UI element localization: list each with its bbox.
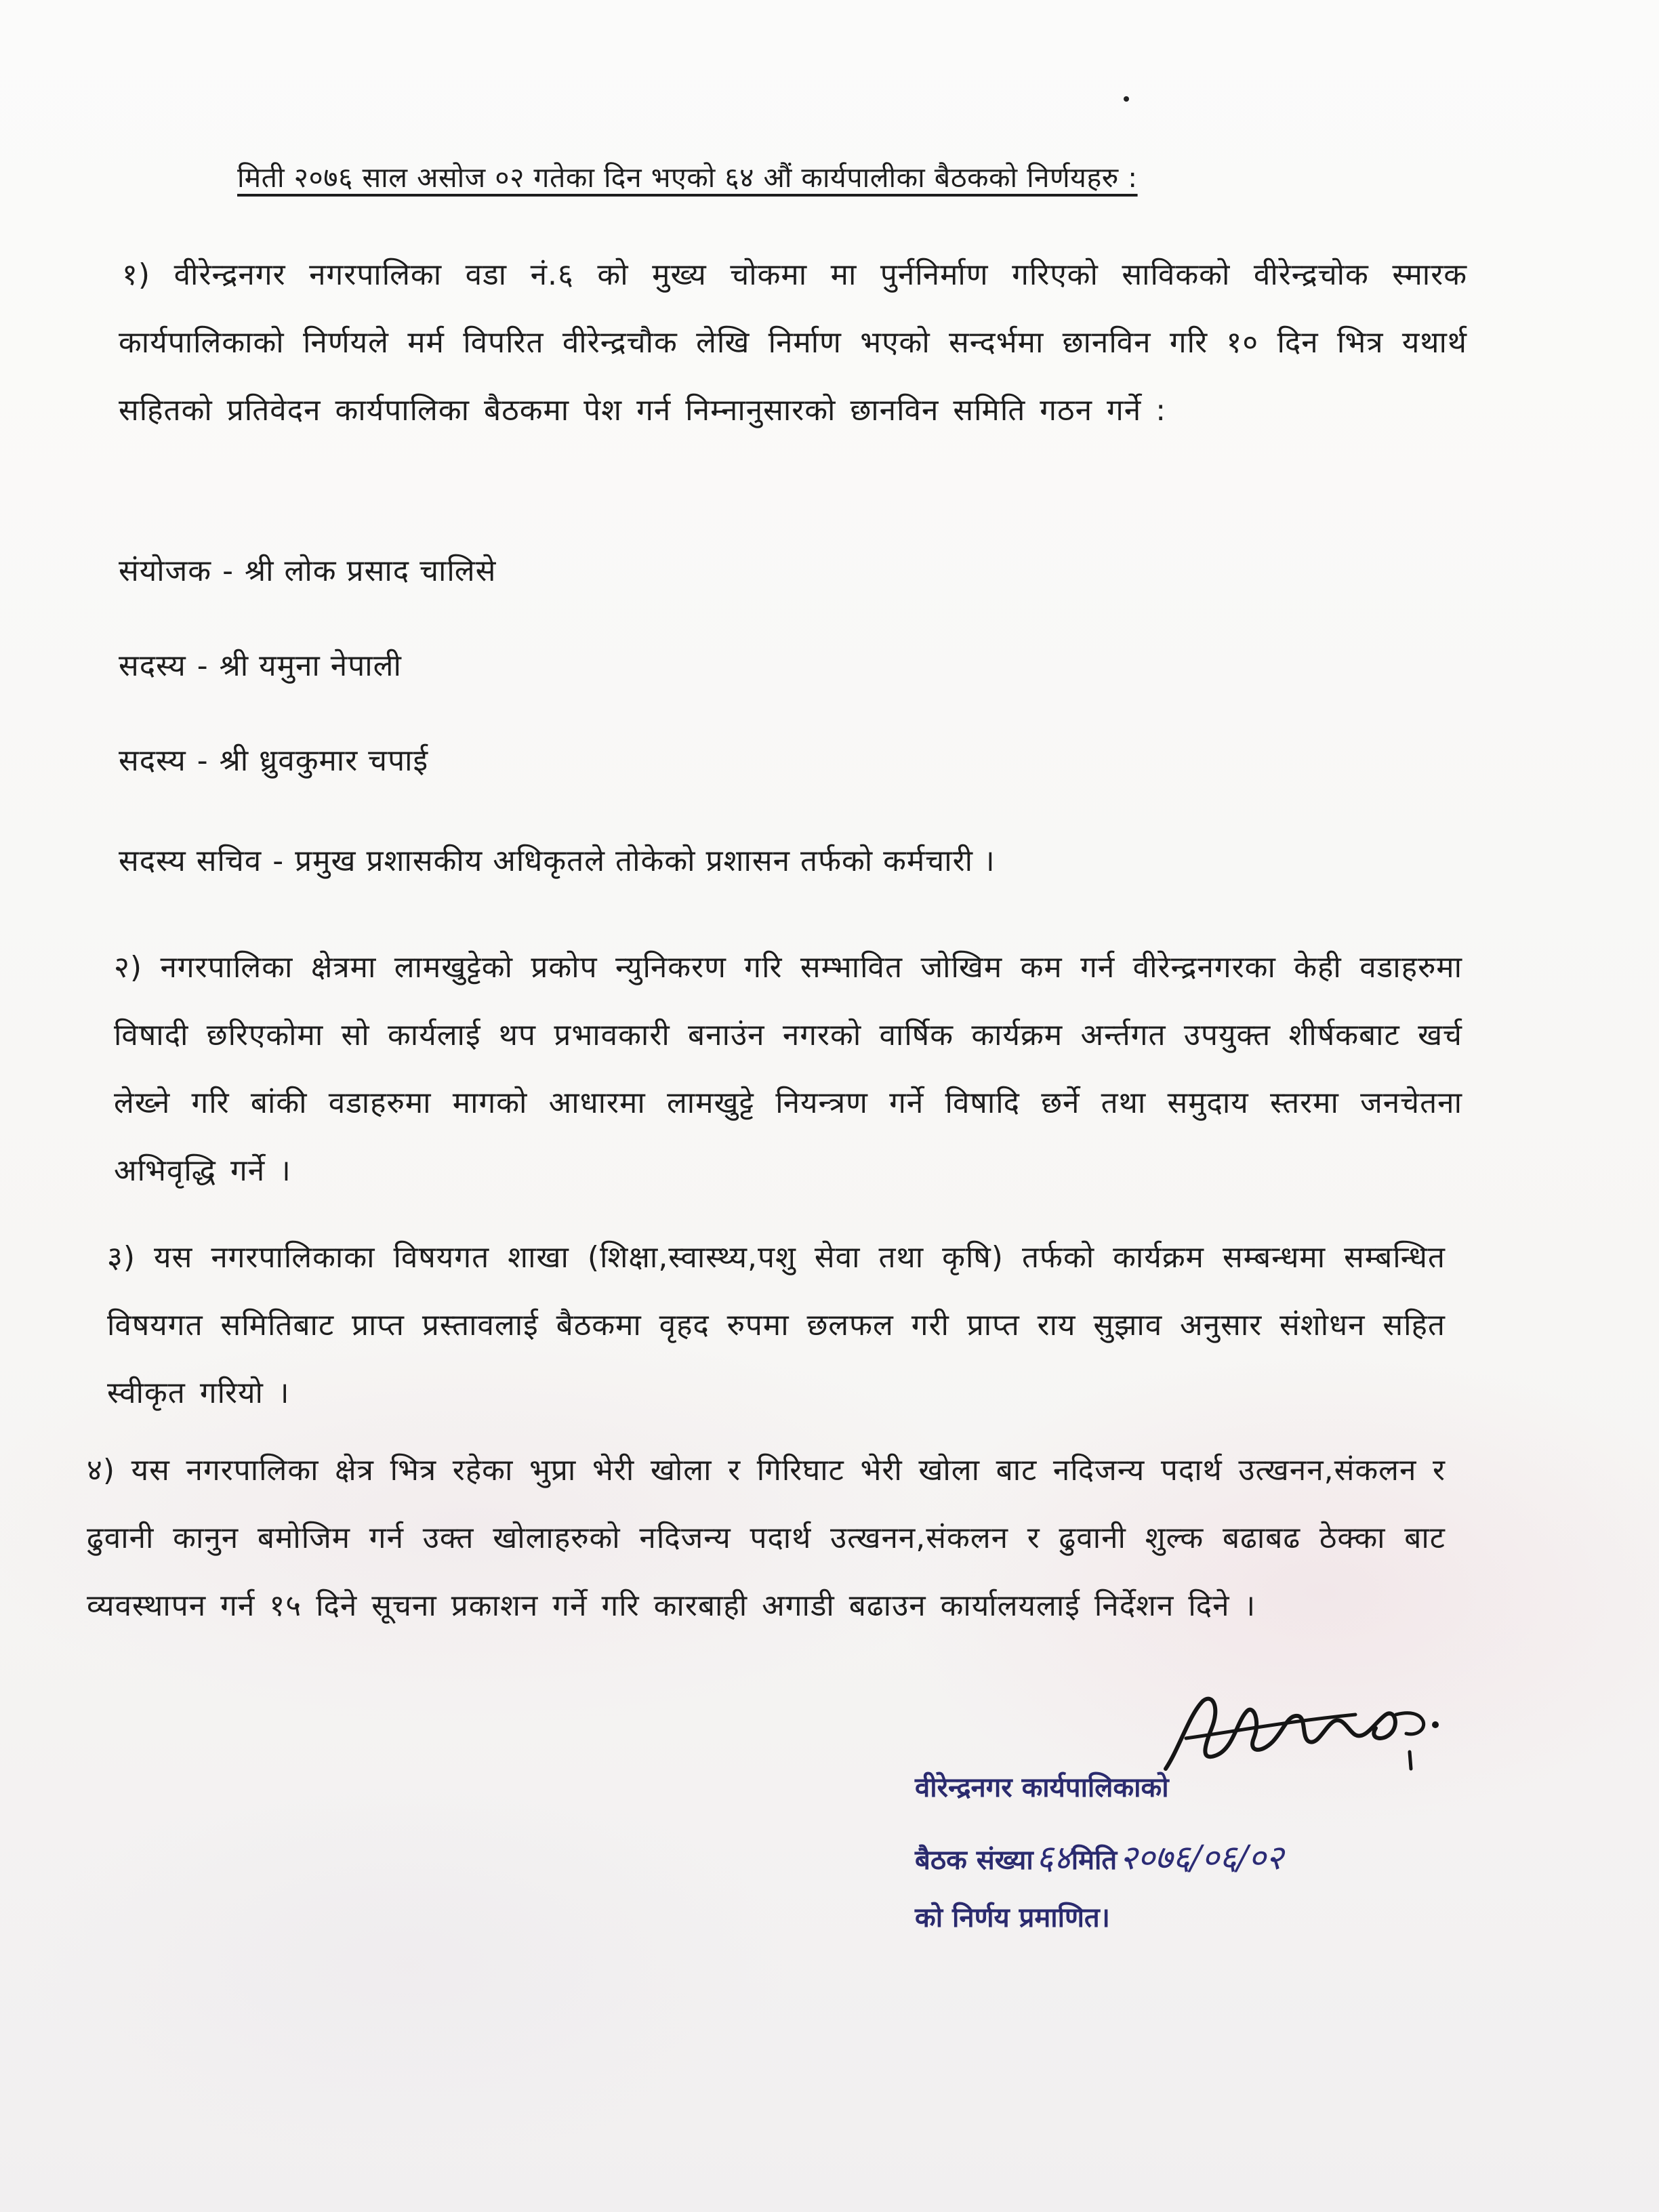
committee-separator: - [272,844,285,878]
committee-member-name: प्रमुख प्रशासकीय अधिकृतले तोकेको प्रशासन तर्फको कर्मचारी । [295,844,996,878]
decision-3: ३) यस नगरपालिकाका विषयगत शाखा (शिक्षा,स्वास्थ्य,पशु सेवा तथा कृषि) तर्फको कार्यक्रम सम्बन्धमा सम्बन्धित विषयगत समितिबाट प्राप्त प्रस्तावलाई बैठकमा वृहद रुपमा छलफल गरी प्राप्त राय सुझाव अनुसार संशोधन सहित स्वीकृत गरियो । [107,1240,1446,1410]
handwritten-date: २०७६/०६/०२ [1120,1838,1284,1877]
committee-member-1 [119,644,402,684]
certification-line-2 [915,1833,1284,1879]
committee-member-2 [119,739,428,779]
meeting-number-label: बैठक संख्या [915,1845,1033,1876]
committee-member-name: श्री यमुना नेपाली [219,649,402,683]
committee-convener [119,549,496,590]
committee-role: सदस्य [119,743,186,778]
committee-role: संयोजक [119,554,212,588]
committee-role: सदस्य सचिव [119,844,262,878]
committee-member-name: श्री ध्रुवकुमार चपाई [219,743,429,778]
committee-separator: - [197,743,209,778]
committee-separator: - [222,554,234,588]
document-heading: मिती २०७६ साल असोज ०२ गतेका दिन भएको ६४ औं कार्यपालीका बैठकको निर्णयहरु : [237,161,1138,194]
decision-4: ४) यस नगरपालिका क्षेत्र भित्र रहेका भुप्रा भेरी खोला र गिरिघाट भेरी खोला बाट नदिजन्य पदार्थ उत्खनन,संकलन र ढुवानी कानुन बमोजिम गर्न उक्त खोलाहरुको नदिजन्य पदार्थ उत्खनन,संकलन र ढुवानी शुल्क बढाबढ ठेक्का बाट व्यवस्थापन गर्न १५ दिने सूचना प्रकाशन गर्ने गरि कारबाही अगाडी बढाउन कार्यालयलाई निर्देशन दिने । [87,1453,1446,1623]
committee-separator: - [197,649,209,683]
date-label: मिति [1071,1845,1118,1876]
handwritten-signature [1152,1674,1471,1789]
certification-line-1: वीरेन्द्रनगर कार्यपालिकाको [915,1772,1169,1803]
handwritten-meeting-number: ६४ [1036,1838,1071,1877]
committee-secretary [119,839,996,880]
committee-role: सदस्य [119,649,186,683]
decision-2: २) नगरपालिका क्षेत्रमा लामखुट्टेको प्रकोप न्युनिकरण गरि सम्भावित जोखिम कम गर्न वीरेन्द्रनगरका केही वडाहरुमा विषादी छरिएकोमा सो कार्यलाई थप प्रभावकारी बनाउंन नगरको वार्षिक कार्यक्रम अर्न्तगत उपयुक्त शीर्षकबाट खर्च लेख्ने गरि बांकी वडाहरुमा मागको आधारमा लामखुट्टे नियन्त्रण गर्ने विषादि छर्ने तथा समुदाय स्तरमा जनचेतना अभिवृद्धि गर्ने । [114,950,1462,1188]
certification-line-3: को निर्णय प्रमाणित। [915,1902,1110,1933]
ink-dot [1124,96,1129,102]
committee-member-name: श्री लोक प्रसाद चालिसे [245,554,497,588]
decision-1: १) वीरेन्द्रनगर नगरपालिका वडा नं.६ को मुख्य चोकमा मा पुर्ननिर्माण गरिएको साविकको वीरेन्द्रचोक स्मारक कार्यपालिकाको निर्णयले मर्म विपरित वीरेन्द्रचौक लेखि निर्माण भएको सन्दर्भमा छानविन गरि १० दिन भित्र यथार्थ सहितको प्रतिवेदन कार्यपालिका बैठकमा पेश गर्न निम्नानुसारको छानविन समिति गठन गर्ने : [119,258,1467,428]
